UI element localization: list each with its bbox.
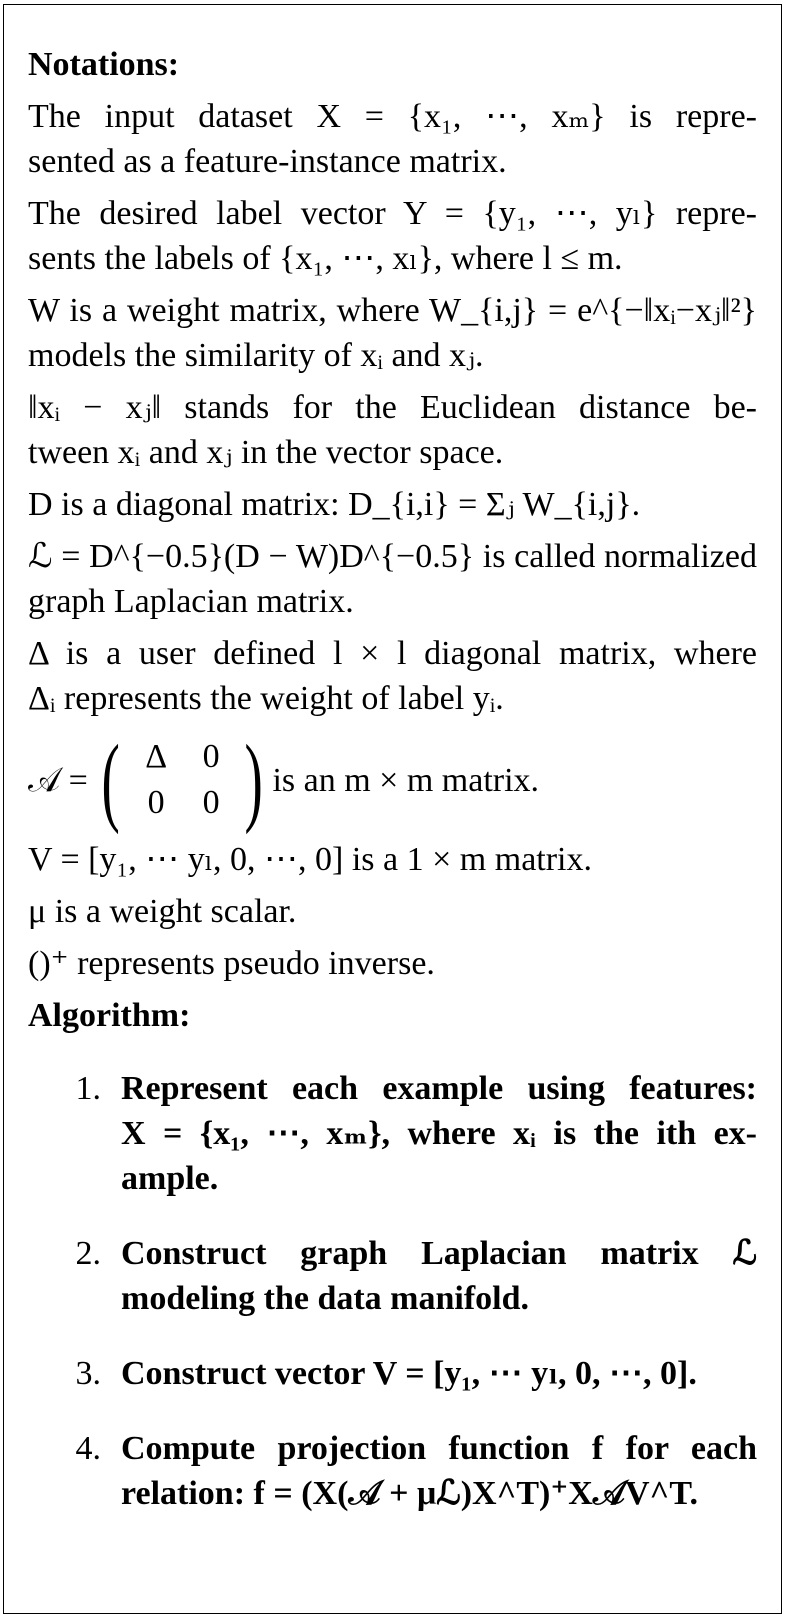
notation-diagonal-matrix: D is a diagonal matrix: D_{i,i} = Σⱼ W_{i,j}. [28, 486, 641, 523]
step-body: Represent each example using features: X = {x₁, ⋯, xₘ}, where xᵢ is the ith ex- ample. [121, 1070, 757, 1197]
left-paren: ( [101, 724, 120, 835]
notation-weight-matrix: W is a weight matrix, where W_{i,j} = e^{−‖xᵢ−xⱼ‖²} models the similarity of xᵢ and xⱼ. [28, 292, 757, 374]
right-paren: ) [244, 724, 263, 835]
step-number: 4. [75, 1430, 101, 1467]
algorithm-step [28, 1351, 757, 1396]
step-body: Construct graph Laplacian matrix ℒ modeling the data manifold. [121, 1235, 757, 1317]
step-number: 1. [75, 1070, 101, 1107]
matrix-cell: 0 [202, 784, 220, 821]
step-body: Compute projection function f for each relation: f = (X(𝒜 + μℒ)X^T)⁺X𝒜V^T. [121, 1430, 757, 1512]
box-content [28, 42, 757, 1546]
matrix-cell: 0 [202, 738, 220, 775]
notation-mu: μ is a weight scalar. [28, 893, 297, 930]
notation-label-vector: The desired label vector Y = {y₁, ⋯, yₗ} repre- sents the labels of {x₁, ⋯, xₗ}, where l ≤ m. [28, 195, 757, 277]
algorithm-step [28, 1066, 757, 1201]
matrix-grid [127, 736, 237, 824]
notation-pseudo-inverse: ()⁺ represents pseudo inverse. [28, 945, 435, 982]
step-number: 3. [75, 1355, 101, 1392]
algorithm-step [28, 1426, 757, 1516]
step-body: Construct vector V = [y₁, ⋯ yₗ, 0, ⋯, 0]. [121, 1355, 697, 1392]
notation-matrix-a [28, 724, 757, 835]
notation-v-vector: V = [y₁, ⋯ yₗ, 0, ⋯, 0] is a 1 × m matrix. [28, 841, 593, 878]
algorithm-step [28, 1231, 757, 1321]
algorithm-heading: Algorithm: [28, 997, 191, 1034]
notation-input-dataset: The input dataset X = {x₁, ⋯, xₘ} is repre- sented as a feature-instance matrix. [28, 98, 757, 180]
step-number: 2. [75, 1235, 101, 1272]
notation-euclidean-distance: ‖xᵢ − xⱼ‖ stands for the Euclidean distance be- tween xᵢ and xⱼ in the vector space. [28, 389, 757, 471]
matrix-rhs: is an m × m matrix. [272, 761, 540, 799]
algorithm-box [3, 4, 782, 1614]
algorithm-steps [28, 1066, 757, 1516]
notations-heading: Notations: [28, 46, 180, 83]
matrix-lhs: 𝒜 = [28, 761, 88, 799]
notation-delta: Δ is a user defined l × l diagonal matrix, where Δᵢ represents the weight of label yᵢ. [28, 635, 757, 717]
matrix-cell: 0 [147, 784, 165, 821]
notation-laplacian: ℒ = D^{−0.5}(D − W)D^{−0.5} is called normalized graph Laplacian matrix. [28, 538, 757, 620]
matrix-cell: Δ [145, 738, 168, 775]
